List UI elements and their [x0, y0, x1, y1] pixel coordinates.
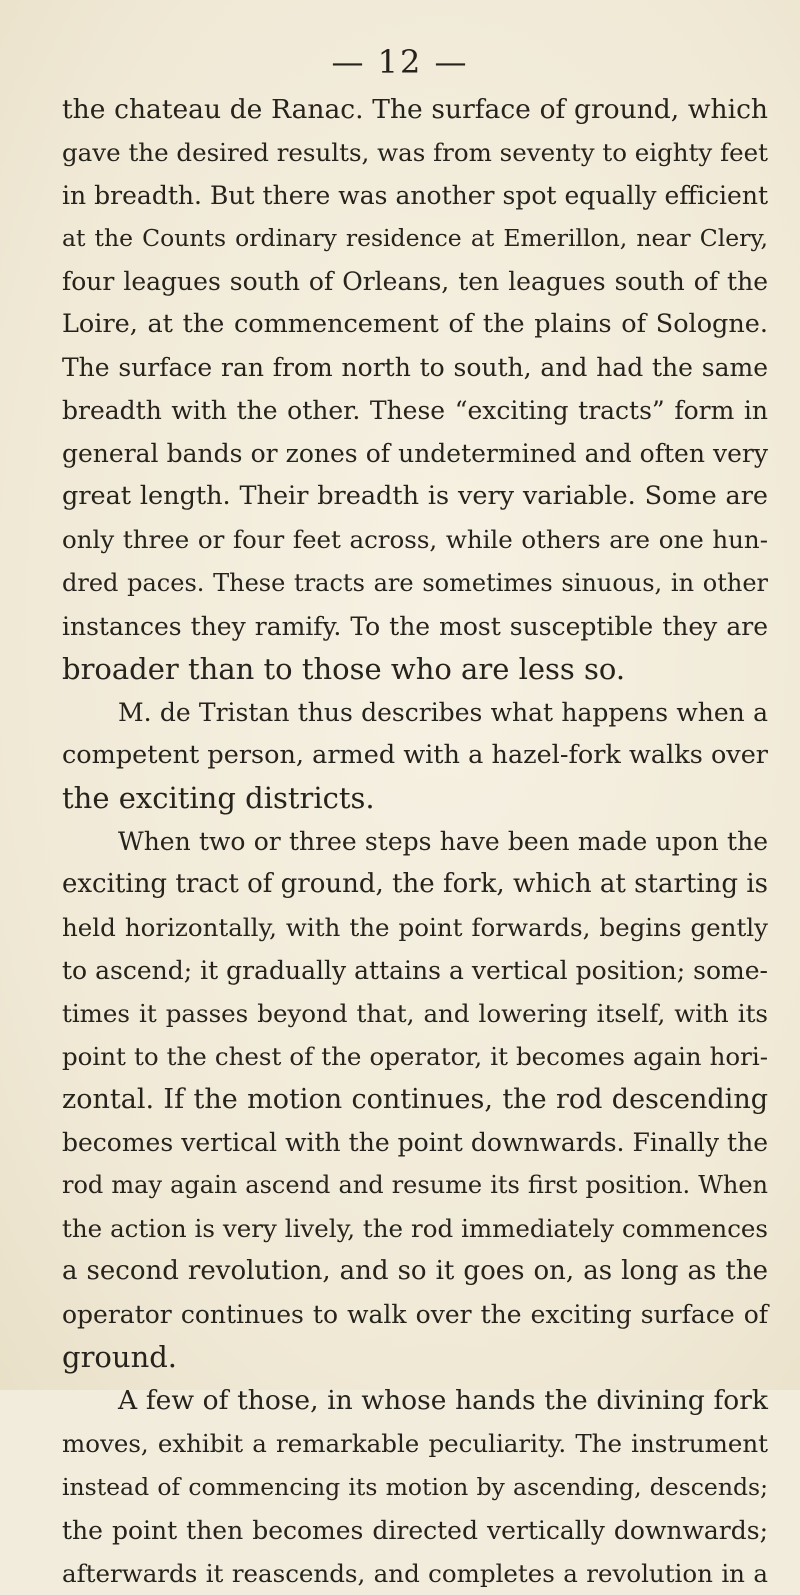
text-line: great length. Their breadth is very variable. Some are — [62, 481, 768, 512]
text-line: competent person, armed with a hazel-fork walks over — [62, 739, 768, 770]
body-text — [62, 88, 768, 1595]
text-line: the exciting districts. — [62, 780, 375, 815]
paragraph-start-line: A few of those, in whose hands the divining fork — [118, 1385, 768, 1417]
text-line: instances they ramify. To the most susceptible they are — [62, 611, 768, 641]
text-line: in breadth. But there was another spot equally efficient — [62, 181, 768, 211]
text-line: only three or four feet across, while others are one hun- — [62, 525, 768, 555]
text-line: point to the chest of the operator, it becomes again hori- — [62, 1042, 768, 1072]
text-line: held horizontally, with the point forwards, begins gently — [62, 912, 768, 942]
text-line: breadth with the other. These “exciting tracts” form in — [62, 396, 768, 426]
text-line: the chateau de Ranac. The surface of ground, which — [62, 94, 768, 125]
paragraph-start-line: M. de Tristan thus describes what happens when a — [118, 697, 768, 727]
text-line: four leagues south of Orleans, ten leagues south of the — [62, 267, 768, 297]
text-line: operator continues to walk over the exciting surface of — [62, 1300, 768, 1330]
text-line: general bands or zones of undetermined and often very — [62, 439, 768, 469]
text-line: The surface ran from north to south, and had the same — [62, 353, 768, 383]
paragraph-start-line: When two or three steps have been made upon the — [118, 826, 768, 856]
text-line: at the Counts ordinary residence at Emerillon, near Clery, — [62, 224, 768, 253]
text-line: to ascend; it gradually attains a vertical position; some- — [62, 955, 768, 985]
text-line: the action is very lively, the rod immediately commences — [62, 1214, 768, 1244]
page-number: — 12 — — [331, 43, 469, 81]
text-line: Loire, at the commencement of the plains of Sologne. — [62, 309, 768, 340]
text-line: dred paces. These tracts are sometimes sinuous, in other — [62, 568, 768, 597]
text-line: broader than to those who are less so. — [62, 651, 626, 686]
text-line: gave the desired results, was from seventy to eighty feet — [62, 138, 768, 168]
text-line: zontal. If the motion continues, the rod descending — [62, 1084, 768, 1116]
text-line: becomes vertical with the point downwards. Finally the — [62, 1128, 768, 1158]
text-line: exciting tract of ground, the fork, which at starting is — [62, 868, 768, 899]
text-line: the point then becomes directed vertically downwards; — [62, 1515, 768, 1545]
text-line: ground. — [62, 1340, 178, 1375]
text-line: instead of commencing its motion by ascending, descends; — [62, 1472, 768, 1501]
text-line: rod may again ascend and resume its first position. When — [62, 1171, 768, 1200]
text-line: afterwards it reascends, and completes a revolution in a — [62, 1558, 768, 1588]
text-line: moves, exhibit a remarkable peculiarity. The instrument — [62, 1429, 768, 1459]
text-line: times it passes beyond that, and lowering itself, with its — [62, 998, 768, 1028]
text-line: a second revolution, and so it goes on, as long as the — [62, 1256, 768, 1287]
